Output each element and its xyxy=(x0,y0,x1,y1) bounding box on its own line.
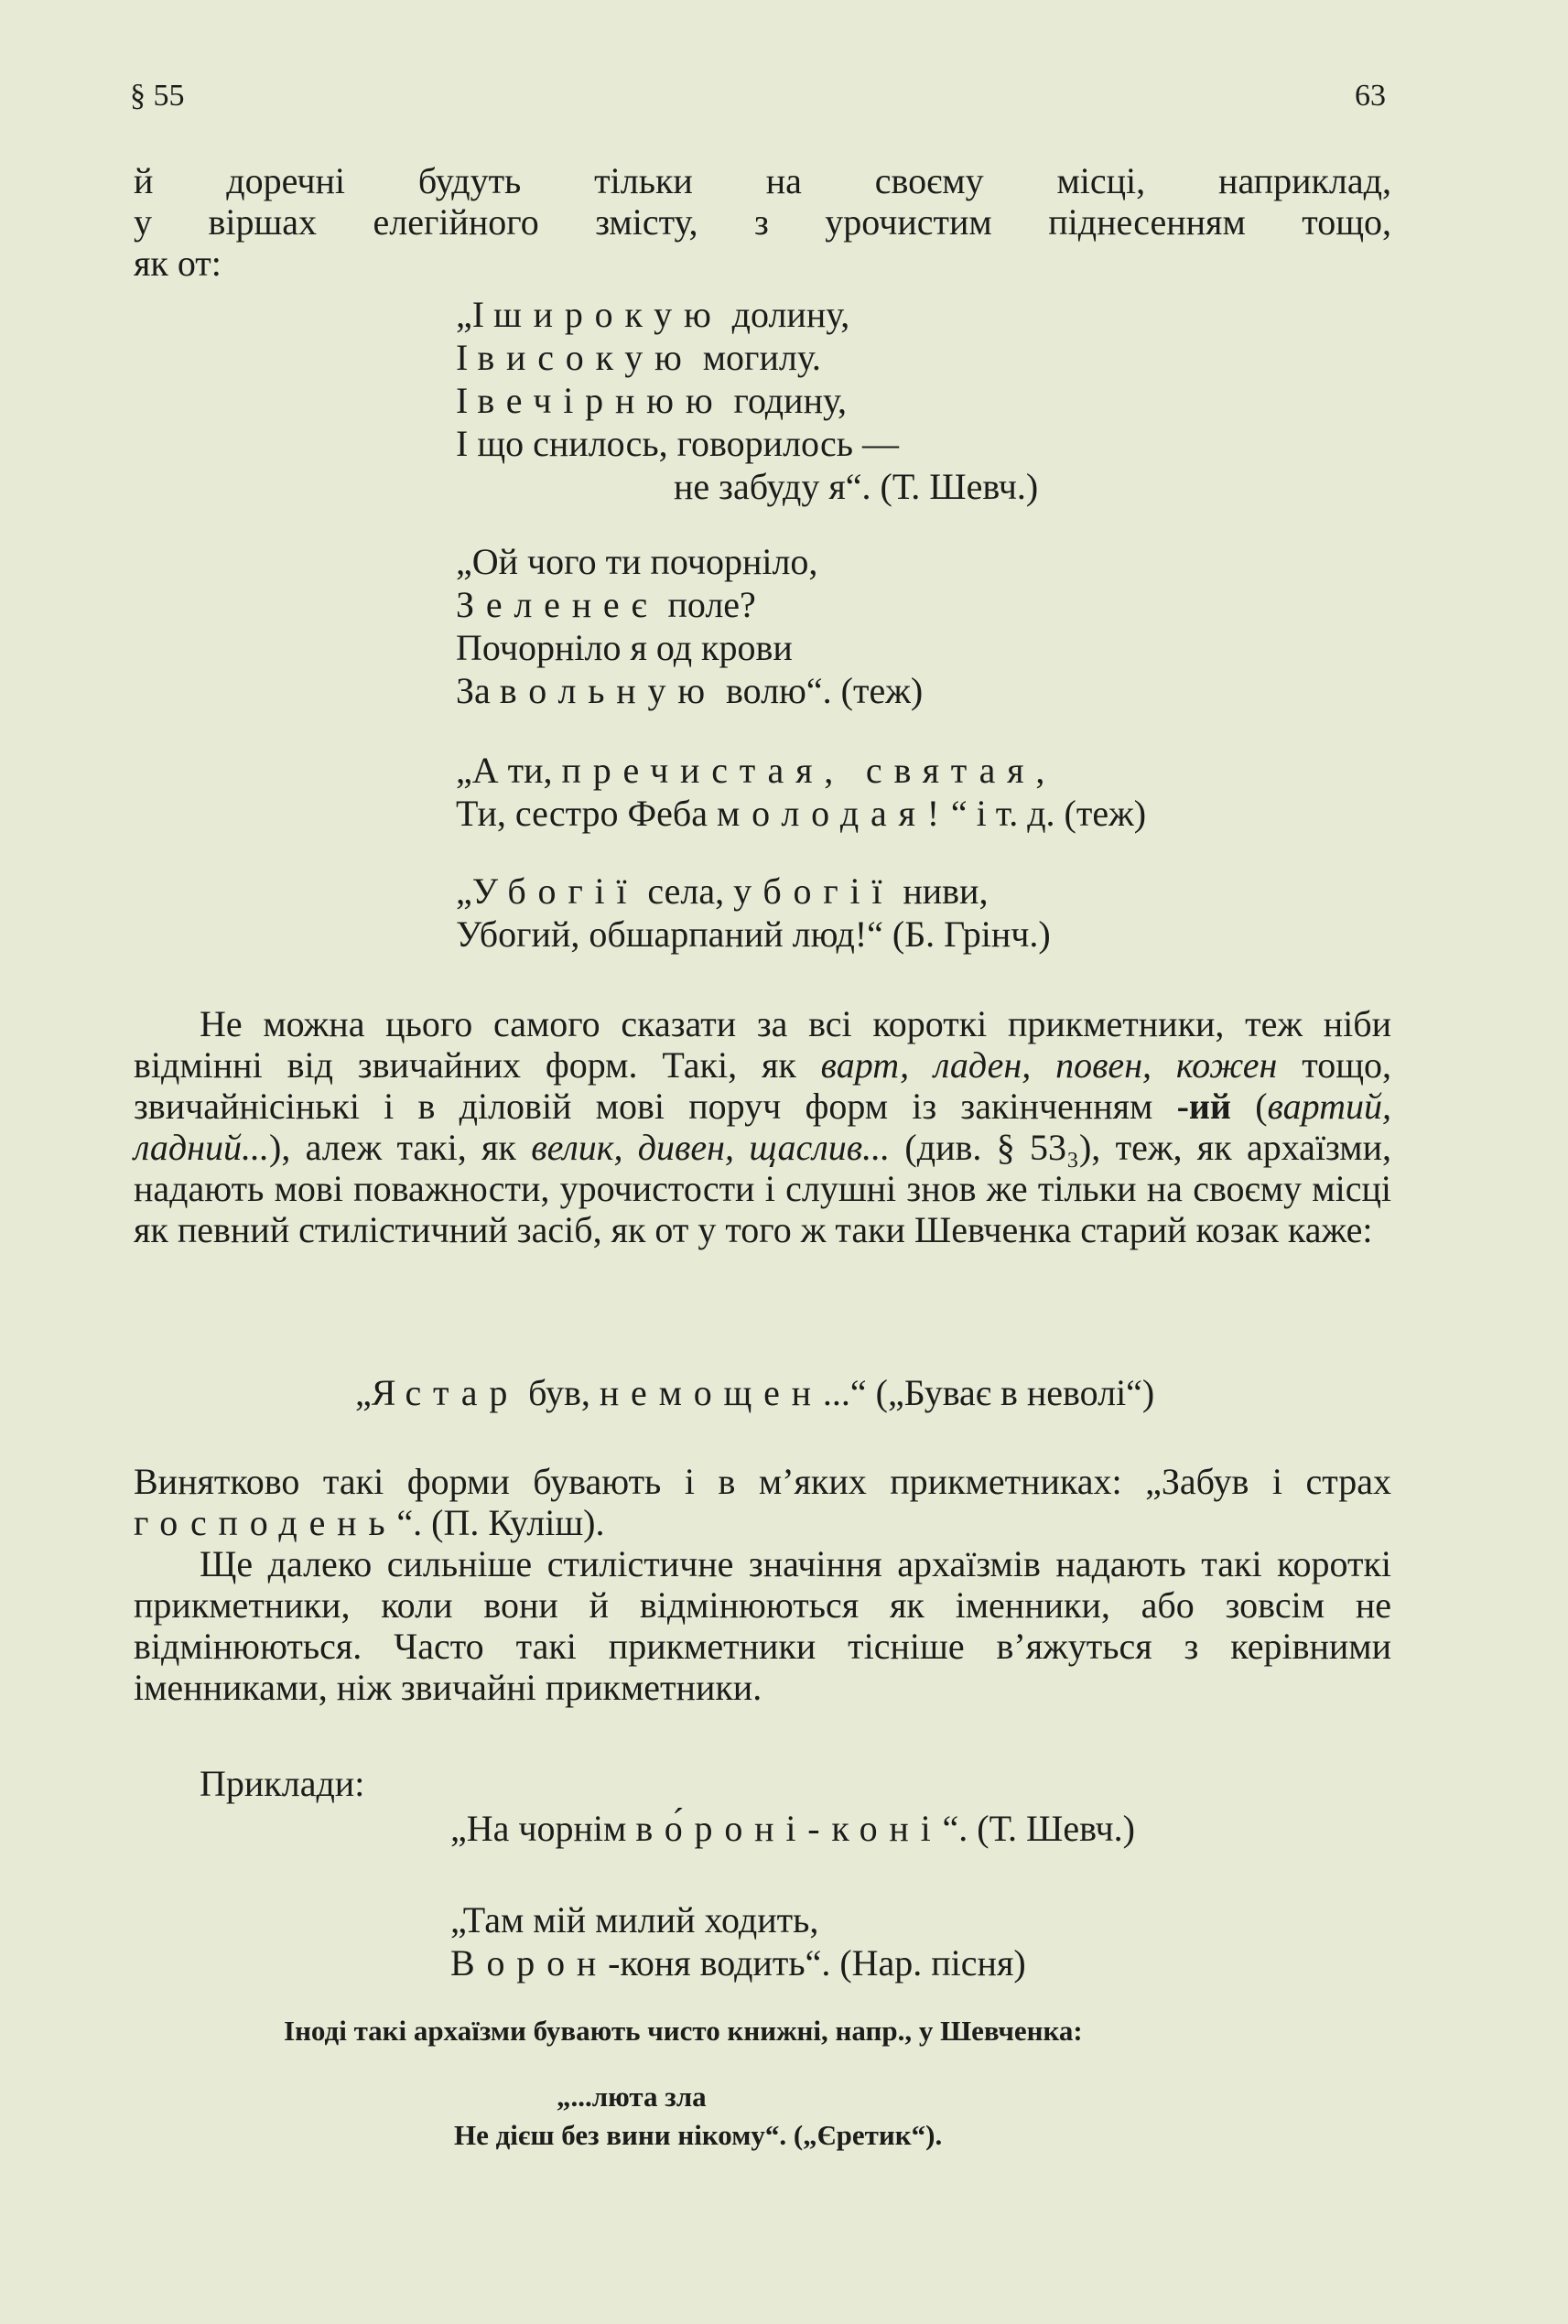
verse-line: Почорніло я од крови xyxy=(456,627,793,668)
paragraph-1 xyxy=(134,160,1391,284)
quote-4 xyxy=(454,2078,942,2155)
verse-line: „Там мій милий ходить, xyxy=(450,1899,819,1940)
verse-line: Ти, сестро Феба молодая!“ і т. д. (теж) xyxy=(456,793,1147,834)
verse-line: „На чорнім во́роні-коні“. (Т. Шевч.) xyxy=(450,1808,1135,1849)
verse-2 xyxy=(456,540,923,712)
section-number: § 55 xyxy=(130,79,185,113)
verse-line: „А ти, пречистая, святая, xyxy=(456,750,1057,791)
verse-line: „Ой чого ти почорніло, xyxy=(456,541,818,582)
line: й доречні будуть тільки на своєму місці, наприклад, xyxy=(134,160,1391,201)
verse-line: „...люта зла xyxy=(557,2081,707,2113)
quote-3 xyxy=(450,1898,1026,1984)
paragraph-3: Винятково такі форми бувають і в м’яких прикметниках: „Забув і страх господень“. (П. Куліш). xyxy=(134,1461,1391,1543)
verse-line: І вечірнюю годину, xyxy=(456,380,847,421)
verse-line: Зеленеє поле? xyxy=(456,584,756,625)
verse-line: „Убогії села, убогії ниви, xyxy=(456,870,989,912)
line: у віршах елегійного змісту, з урочистим піднесенням тощо, xyxy=(134,201,1391,243)
verse-line: Ворон-коня водить“. (Нар. пісня) xyxy=(450,1942,1026,1984)
verse-3 xyxy=(456,749,1146,835)
paragraph-2: Не можна цього самого сказати за всі короткі прикметники, теж ніби відмінні від звичайних форм. Такі, як варт, ладен, повен, кожен тощо, звичайнісінькі і в діловій мові поруч форм із закінченням -ий (вартий, ладний...), алеж такі, як велик, дивен, щаслив... (див. § 53₃), теж, як архаїзми, надають мові поважности, урочистости і слушні знов же тільки на своєму місці як певний стилістичний засіб, як от у того ж таки Шевченка старий козак каже: xyxy=(134,1003,1392,1250)
line: як от: xyxy=(134,243,222,284)
paragraph-4: Ще далеко сильніше стилістичне значіння архаїзмів надають такі короткі прикметники, коли вони й відмінюються як іменники, або зовсім не відмінюються. Часто такі прикметники тісніше в’яжуться з керівними іменниками, ніж звичайні прикметники. xyxy=(134,1543,1391,1708)
verse-line: І що снилось, говорилось — xyxy=(456,423,900,464)
verse-line: За вольную волю“. (теж) xyxy=(456,670,924,711)
verse-line: Убогий, обшарпаний люд!“ (Б. Грінч.) xyxy=(456,913,1051,955)
verse-line: „Я стар був, немощен...“ („Буває в неволі“) xyxy=(355,1372,1155,1413)
footnote: Іноді такі архаїзми бувають чисто книжні, напр., у Шевченка: xyxy=(284,2015,1083,2047)
verse-line: не забуду я“. (Т. Шевч.) xyxy=(674,466,1039,507)
verse-line: І високую могилу. xyxy=(456,337,821,378)
quote-1 xyxy=(355,1371,1154,1414)
paragraph-5: Приклади: xyxy=(200,1763,365,1804)
verse-line: „І широкую долину, xyxy=(456,294,850,335)
page-number: 63 xyxy=(1355,79,1386,113)
verse-1 xyxy=(456,293,1038,508)
verse-4 xyxy=(456,870,1051,956)
quote-2 xyxy=(450,1807,1135,1850)
verse-line: Не дієш без вини нікому“. („Єретик“). xyxy=(454,2119,943,2151)
